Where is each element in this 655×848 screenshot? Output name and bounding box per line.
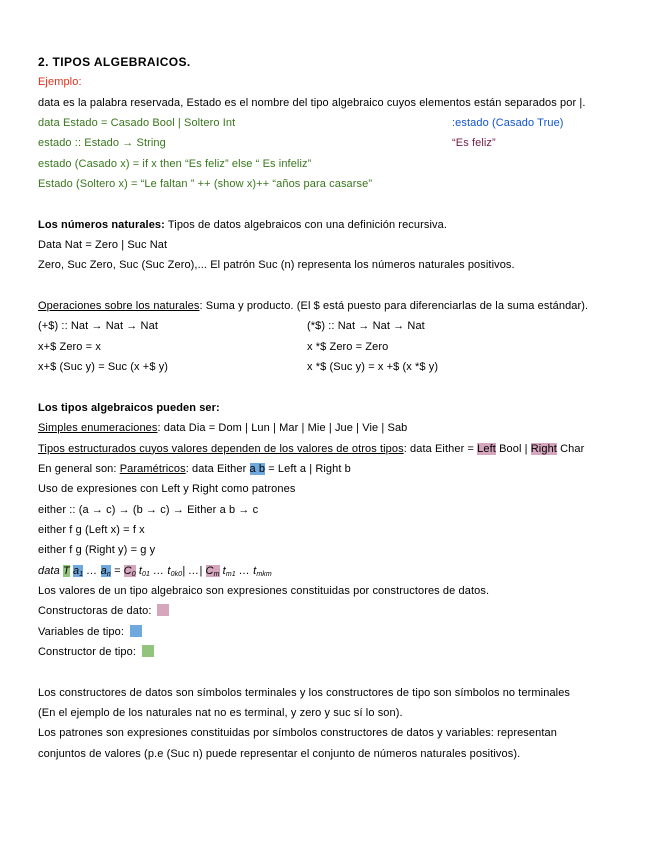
blue-swatch bbox=[130, 625, 142, 637]
argument-name: … t bbox=[150, 564, 171, 577]
general-form-keyword: data bbox=[38, 564, 63, 577]
constructor-argument bbox=[236, 565, 272, 577]
type-variable-subscript: n bbox=[106, 570, 111, 578]
operations-row bbox=[38, 316, 650, 336]
evaluation-call: :estado (Casado True) bbox=[452, 117, 564, 130]
operations-heading: Operaciones sobre los naturales bbox=[38, 300, 200, 313]
closing-paragraph-line: (En el ejemplo de los naturales nat no es terminal, y zero y suc sí lo son). bbox=[38, 707, 403, 719]
data-constructor-right: Right bbox=[530, 442, 557, 455]
page-content bbox=[38, 52, 650, 764]
constructor-argument bbox=[150, 565, 182, 577]
pink-swatch bbox=[157, 604, 169, 616]
naturals-description: Tipos de datos algebraicos con una definición recursiva. bbox=[164, 218, 447, 231]
data-constructor-left: Left bbox=[477, 442, 496, 455]
data-constructor-name: C bbox=[205, 564, 214, 577]
patterns-intro: Uso de expresiones con Left y Right como patrones bbox=[38, 483, 296, 496]
legend-type-variables bbox=[38, 622, 650, 642]
structured-types-label: Tipos estructurados cuyos valores dependen de los valores de otros tipos bbox=[38, 442, 404, 455]
either-code-line: either f g (Right y) = g y bbox=[38, 544, 156, 557]
parametric-middle: : data Either bbox=[185, 462, 250, 475]
example-label: Ejemplo: bbox=[38, 76, 82, 89]
either-code-line: either f g (Left x) = f x bbox=[38, 523, 145, 536]
data-constructor-subscript: 0 bbox=[131, 570, 136, 578]
code-text: estado :: Estado → String bbox=[38, 137, 166, 150]
argument-name: t bbox=[219, 564, 226, 577]
argument-subscript: m1 bbox=[225, 570, 236, 578]
type-variable-name: a bbox=[72, 564, 80, 577]
either-code-line: either :: (a → c) → (b → c) → Either a b → c bbox=[38, 503, 259, 516]
parametric-suffix: = Left a | Right b bbox=[265, 462, 351, 475]
parametric-types-line bbox=[38, 459, 650, 479]
blank-line bbox=[38, 378, 650, 398]
algebraic-values-text: Los valores de un tipo algebraico son expresiones constituidas por constructores de datos. bbox=[38, 584, 490, 597]
legend-label: Constructoras de dato: bbox=[38, 605, 152, 618]
simple-enumerations-text: : data Dia = Dom | Lun | Mar | Mie | Jue | Vie | Sab bbox=[157, 422, 408, 435]
type-variable-name: a bbox=[100, 564, 107, 577]
type-variable-last bbox=[101, 565, 111, 577]
parametric-label: Paramétricos bbox=[119, 462, 186, 475]
legend-type-constructor bbox=[38, 642, 650, 662]
evaluation-result: “Es feliz” bbox=[452, 137, 496, 150]
general-form-separator: | …| bbox=[182, 564, 206, 577]
operations-row bbox=[38, 337, 650, 357]
blank-line bbox=[38, 662, 650, 682]
example-intro: data es la palabra reservada, Estado es el nombre del tipo algebraico cuyos elementos están separados por |. bbox=[38, 96, 586, 109]
data-constructor-name: C bbox=[123, 564, 132, 577]
type-variables: a b bbox=[249, 462, 266, 475]
product-definition: (*$) :: Nat → Nat → Nat bbox=[307, 320, 425, 333]
general-form-separator: … bbox=[83, 564, 101, 577]
constructor-argument bbox=[136, 565, 150, 577]
section-title: 2. TIPOS ALGEBRAICOS. bbox=[38, 55, 191, 69]
simple-enumerations-label: Simples enumeraciones bbox=[38, 422, 158, 435]
example-code-line bbox=[38, 133, 650, 153]
operations-heading-line bbox=[38, 296, 650, 316]
structured-types-line bbox=[38, 439, 650, 459]
argument-subscript: 0k0 bbox=[170, 570, 183, 578]
data-constructor-last bbox=[206, 565, 220, 577]
operations-description: : Suma y producto. (El $ está puesto para diferenciarlas de la suma estándar). bbox=[199, 300, 589, 313]
simple-enumerations-line bbox=[38, 418, 650, 438]
general-form-line bbox=[38, 561, 650, 581]
structured-types-prefix: : data Either = bbox=[403, 442, 478, 455]
product-definition: x *$ (Suc y) = x +$ (x *$ y) bbox=[307, 361, 439, 374]
example-code-line bbox=[38, 113, 650, 133]
closing-paragraph-line: Los patrones son expresiones constituidas por símbolos constructores de datos y variables: representan bbox=[38, 727, 557, 740]
legend-label: Variables de tipo: bbox=[38, 625, 124, 638]
sum-definition: x+$ (Suc y) = Suc (x +$ y) bbox=[38, 361, 169, 374]
naturals-values: Zero, Suc Zero, Suc (Suc Zero),... El patrón Suc (n) representa los números naturales positivos. bbox=[38, 259, 515, 272]
legend-label: Constructor de tipo: bbox=[38, 645, 136, 658]
naturals-definition: Data Nat = Zero | Suc Nat bbox=[38, 239, 168, 252]
operations-row bbox=[38, 357, 650, 377]
closing-paragraph-line: conjuntos de valores (p.e (Suc n) puede representar el conjunto de números naturales positivos). bbox=[38, 747, 521, 760]
example-code-line: estado (Casado x) = if x then “Es feliz” else “ Es infeliz” bbox=[38, 157, 312, 170]
type-variable-first bbox=[73, 565, 83, 577]
argument-name: … t bbox=[235, 564, 257, 577]
naturals-heading-line bbox=[38, 215, 650, 235]
structured-types-suffix: Char bbox=[556, 442, 585, 455]
general-form-separator: = bbox=[110, 564, 124, 577]
algebraic-types-heading: Los tipos algebraicos pueden ser: bbox=[38, 401, 220, 414]
product-definition: x *$ Zero = Zero bbox=[307, 340, 389, 353]
parametric-prefix: En general son: bbox=[38, 462, 120, 475]
naturals-heading: Los números naturales: bbox=[38, 218, 165, 231]
blank-line bbox=[38, 194, 650, 214]
argument-name: t bbox=[135, 564, 143, 577]
sum-definition: (+$) :: Nat → Nat → Nat bbox=[38, 320, 158, 333]
sum-definition: x+$ Zero = x bbox=[38, 340, 101, 353]
argument-subscript: 01 bbox=[142, 570, 151, 578]
closing-paragraph-line: Los constructores de datos son símbolos terminales y los constructores de tipo son símbolos no terminales bbox=[38, 686, 571, 699]
data-constructor-subscript: m bbox=[213, 570, 220, 578]
constructor-argument bbox=[220, 565, 236, 577]
legend-data-constructors bbox=[38, 601, 650, 621]
example-code-line: Estado (Soltero x) = “Le faltan ” ++ (show x)++ “años para casarse” bbox=[38, 178, 373, 191]
structured-types-middle: Bool | bbox=[495, 442, 531, 455]
argument-subscript: mkm bbox=[256, 570, 272, 578]
code-text: data Estado = Casado Bool | Soltero Int bbox=[38, 117, 236, 130]
data-constructor-first bbox=[124, 565, 136, 577]
type-constructor: T bbox=[62, 564, 70, 577]
type-variable-subscript: 1 bbox=[79, 570, 84, 578]
blank-line bbox=[38, 276, 650, 296]
green-swatch bbox=[142, 645, 154, 657]
